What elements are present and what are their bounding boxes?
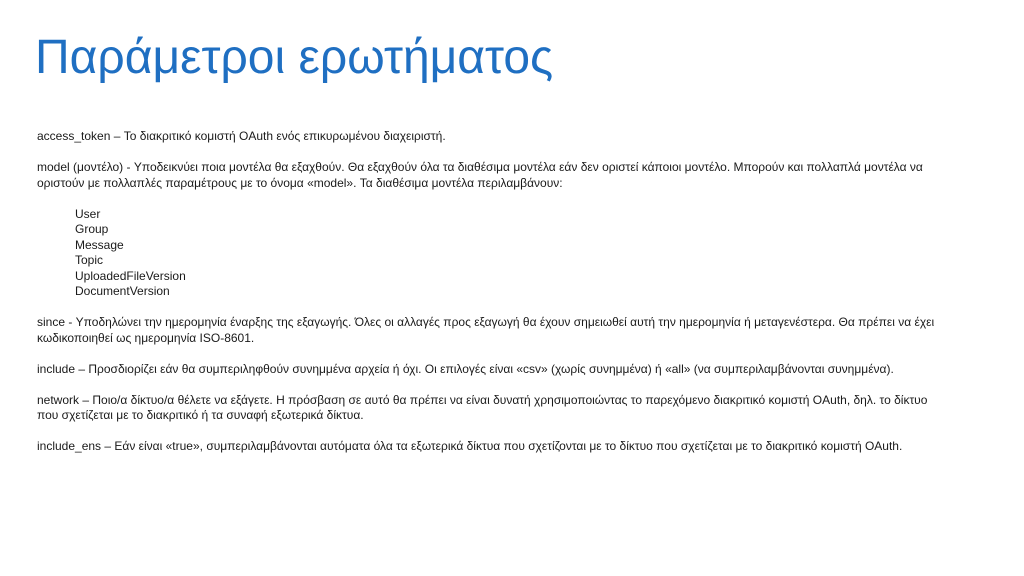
slide-body xyxy=(37,129,947,470)
model-list-item: Message xyxy=(75,237,124,252)
model-list-item: DocumentVersion xyxy=(75,284,170,298)
model-list-item: Group xyxy=(75,222,109,236)
param-network: network – Ποιο/α δίκτυο/α θέλετε να εξάγετε. Η πρόσβαση σε αυτό θα πρέπει να είναι δυνατή χρησιμοποιώντας το παρεχόμενο διακριτικό κομιστή OAuth, δηλ. το δίκτυο που σχετίζεται με το διακριτικό ή τα συναφή εξωτερικά δίκτυα. xyxy=(37,392,928,422)
model-list-item: Topic xyxy=(75,253,104,267)
model-list-item: User xyxy=(75,206,101,221)
model-list-item: UploadedFileVersion xyxy=(75,268,186,283)
slide-title: Παράμετροι ερωτήματος xyxy=(35,31,554,84)
param-since: since - Υποδηλώνει την ημερομηνία έναρξης της εξαγωγής. Όλες οι αλλαγές προς εξαγωγή θα έχουν σημειωθεί αυτή την ημερομηνία ή μεταγενέστερα. Θα πρέπει να έχει κωδικοποιηθεί ως ημερομηνία ISO-8601. xyxy=(37,315,935,345)
param-model: model (μοντέλο) - Υποδεικνύει ποια μοντέλα θα εξαχθούν. Θα εξαχθούν όλα τα διαθέσιμα μοντέλα εάν δεν οριστεί κάποιοι μοντέλο. Μπορούν και πολλαπλά μοντέλα να οριστούν με πολλαπλές παραμέτρους με το όνομα «model». Τα διαθέσιμα μοντέλα περιλαμβάνουν: xyxy=(37,160,923,190)
param-access-token: access_token – Το διακριτικό κομιστή OAuth ενός επικυρωμένου διαχειριστή. xyxy=(37,129,446,143)
model-list xyxy=(75,207,947,300)
param-include-ens: include_ens – Εάν είναι «true», συμπεριλαμβάνονται αυτόματα όλα τα εξωτερικά δίκτυα που σχετίζονται με το δίκτυο που σχετίζεται με το διακριτικό κομιστή OAuth. xyxy=(37,439,903,453)
param-include: include – Προσδιορίζει εάν θα συμπεριληφθούν συνημμένα αρχεία ή όχι. Οι επιλογές είναι «csv» (χωρίς συνημμένα) ή «all» (να συμπεριλαμβάνονται συνημμένα). xyxy=(37,361,894,376)
